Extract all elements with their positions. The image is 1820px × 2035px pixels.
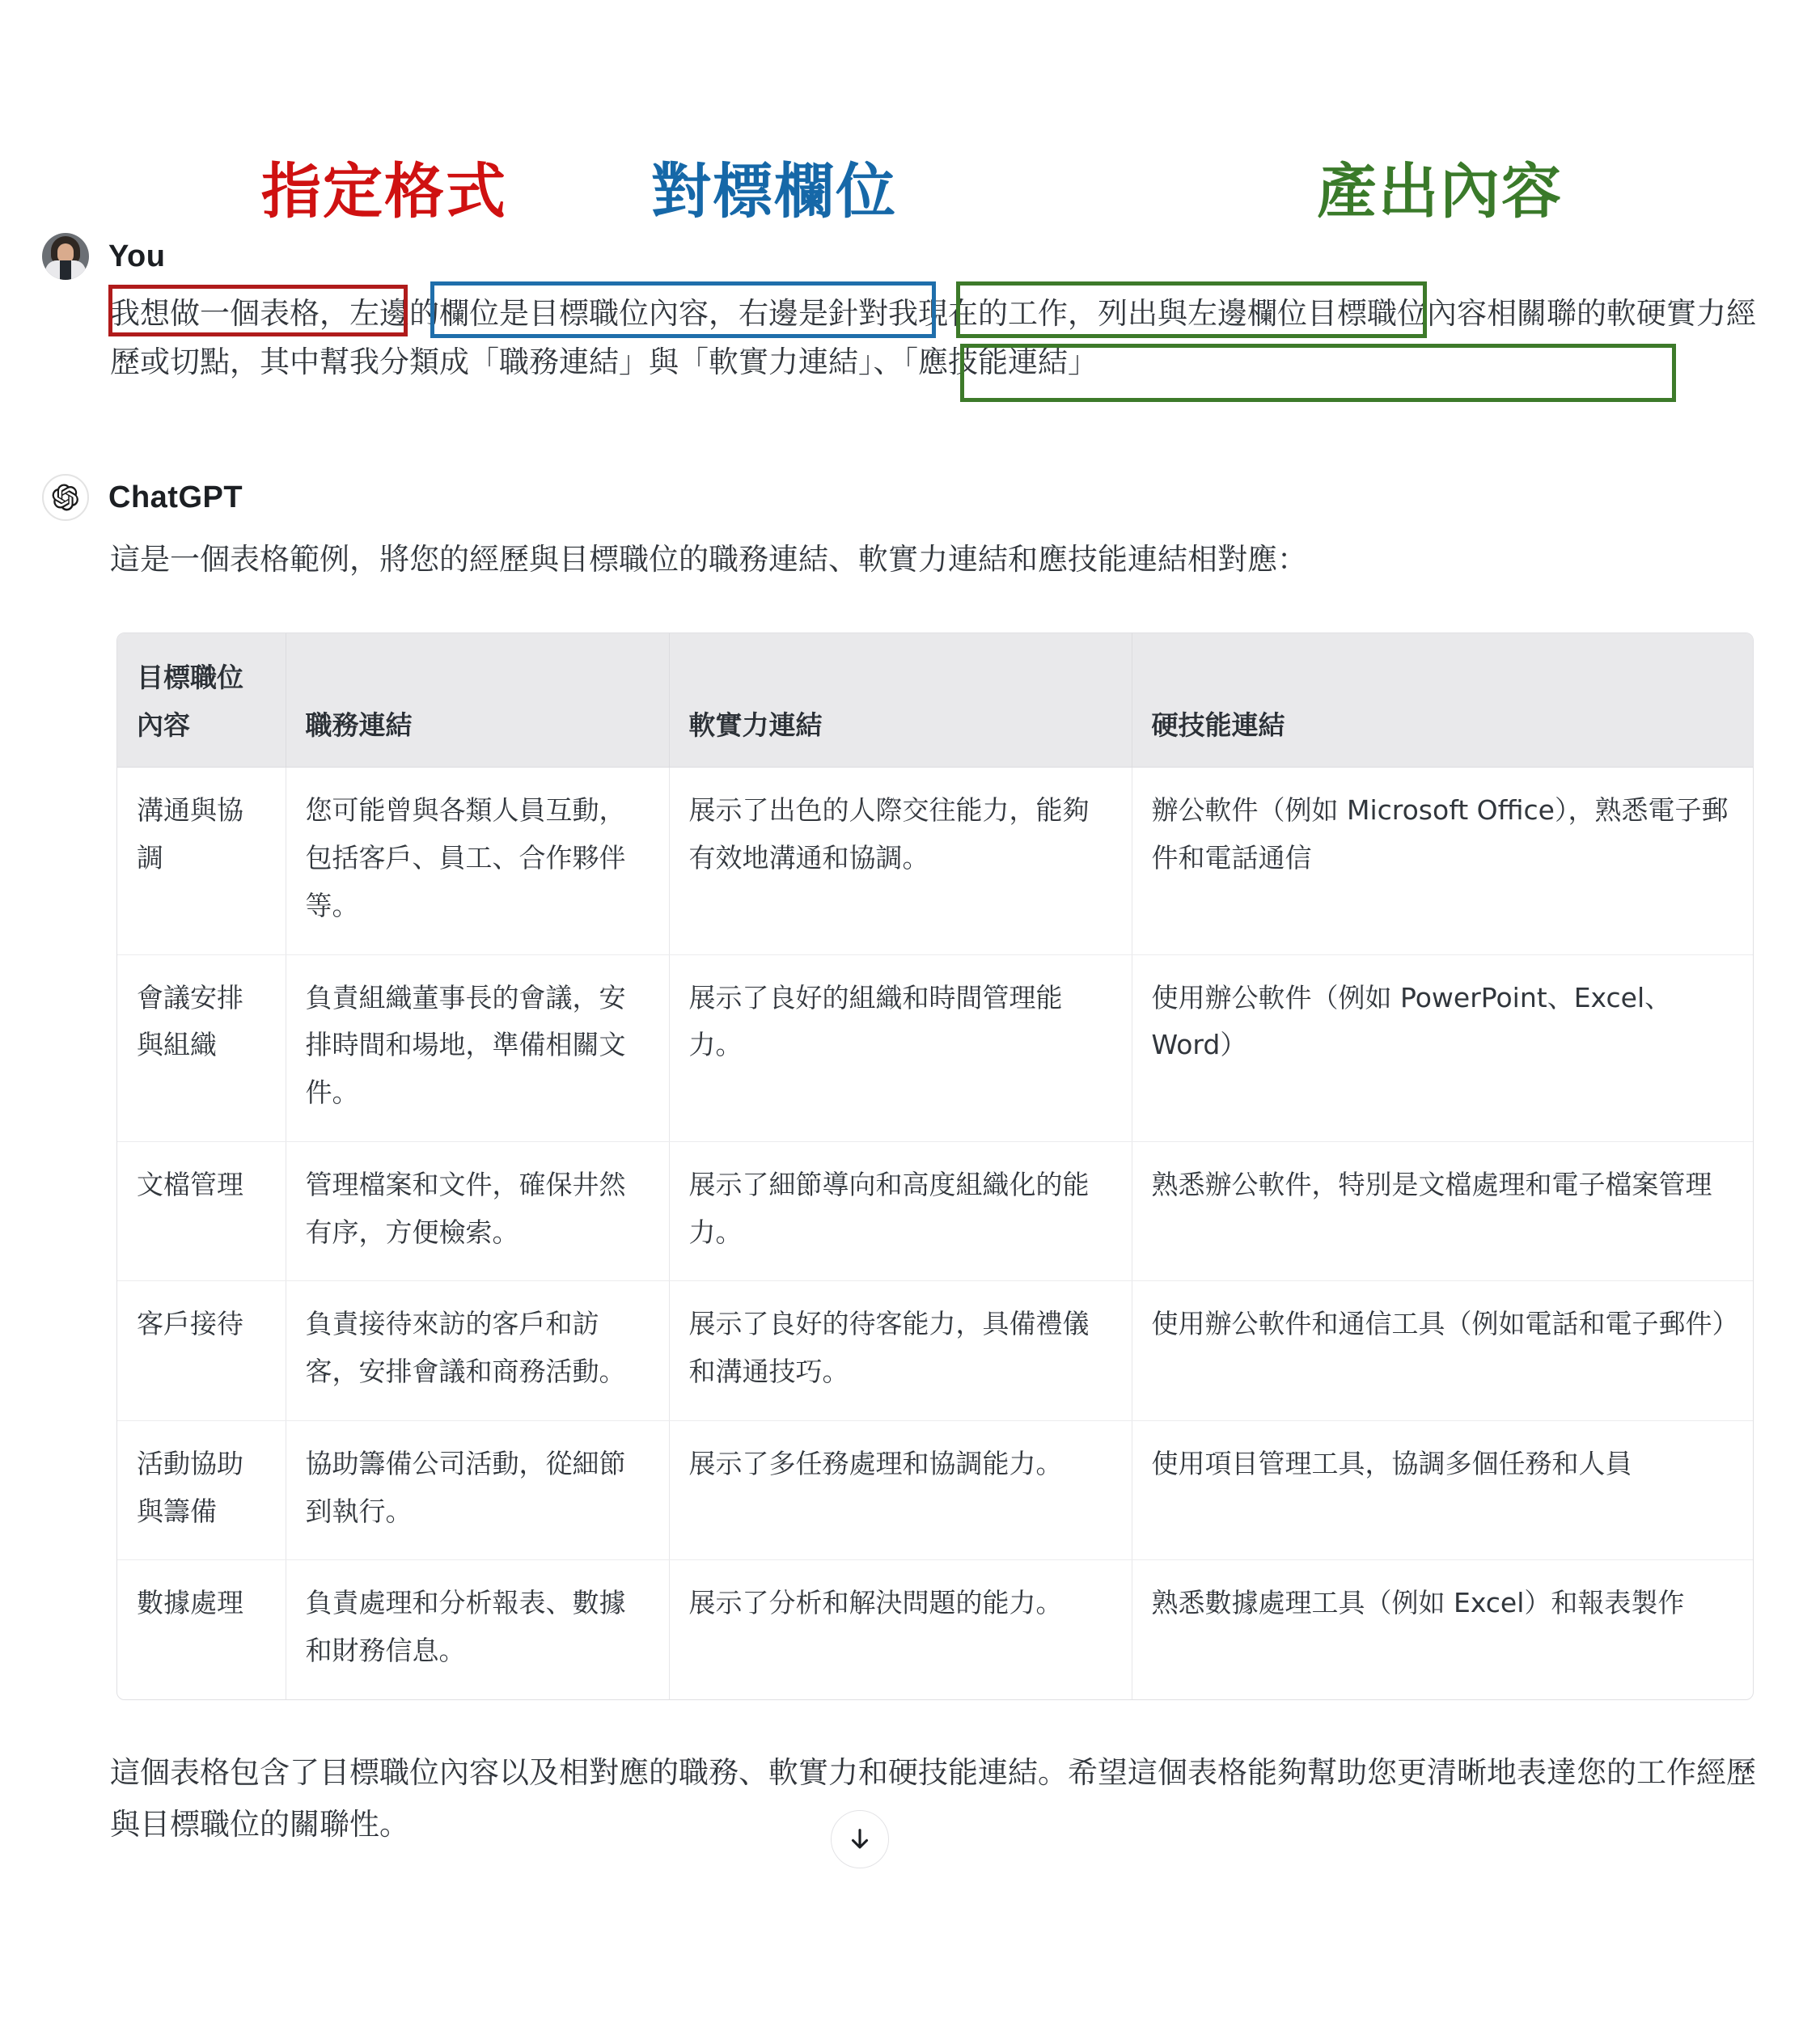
assistant-message-header — [42, 474, 1789, 521]
table-cell: 展示了良好的待客能力，具備禮儀和溝通技巧。 — [669, 1281, 1132, 1420]
table-row — [117, 768, 1754, 954]
table-cell: 熟悉數據處理工具（例如 Excel）和報表製作 — [1151, 1587, 1685, 1619]
table-cell: 負責組織董事長的會議，安排時間和場地，準備相關文件。 — [286, 954, 669, 1141]
table-cell: 使用項目管理工具，協調多個任務和人員 — [1132, 1420, 1754, 1559]
table-header-row — [117, 633, 1754, 768]
assistant-intro-text: 這是一個表格範例，將您的經歷與目標職位的職務連結、軟實力連結和應技能連結相對應： — [110, 542, 1307, 577]
table-header-cell: 硬技能連結 — [1132, 633, 1754, 768]
table-cell: 客戶接待 — [117, 1281, 286, 1420]
table-cell: 會議安排與組織 — [117, 954, 286, 1141]
table-cell: 負責接待來訪的客戶和訪客，安排會議和商務活動。 — [286, 1281, 669, 1420]
table-cell: 管理檔案和文件，確保井然有序，方便檢索。 — [286, 1141, 669, 1280]
table-header-cell: 職務連結 — [286, 633, 669, 768]
table-cell: 展示了出色的人際交往能力，能夠有效地溝通和協調。 — [669, 768, 1132, 954]
table-header-cell: 目標職位內容 — [117, 633, 286, 768]
user-message — [42, 233, 1789, 387]
table-row — [117, 1141, 1754, 1280]
table-cell: 溝通與協調 — [117, 768, 286, 954]
table-cell: 展示了細節導向和高度組織化的能力。 — [669, 1141, 1132, 1280]
table-cell: 展示了良好的組織和時間管理能力。 — [669, 954, 1132, 1141]
user-message-text: 我想做一個表格，左邊的欄位是目標職位內容，右邊是針對我現在的工作，列出與左邊欄位目標職位內容相關聯的軟硬實力經歷或切點，其中幫我分類成「職務連結」與「軟實力連結」、「應技能連結」 — [110, 296, 1756, 379]
assistant-closing-text: 這個表格包含了目標職位內容以及相對應的職務、軟實力和硬技能連結。希望這個表格能夠幫助您更清晰地表達您的工作經歷與目標職位的關聯性。 — [110, 1755, 1756, 1842]
avatar — [42, 233, 89, 280]
annotation-label-format: 指定格式 — [261, 157, 507, 226]
answer-table — [117, 633, 1754, 1699]
table-cell: 數據處理 — [117, 1560, 286, 1699]
openai-logo-icon — [42, 474, 89, 521]
answer-table-wrapper — [116, 632, 1754, 1700]
table-body — [117, 768, 1754, 1699]
annotation-label-column: 對標欄位 — [651, 157, 897, 226]
arrow-down-icon — [846, 1826, 874, 1853]
annotation-headline-band — [0, 154, 1820, 243]
table-row — [117, 1281, 1754, 1420]
table-cell: 熟悉辦公軟件，特別是文檔處理和電子檔案管理 — [1132, 1141, 1754, 1280]
user-author-name: You — [108, 239, 166, 273]
table-cell: 協助籌備公司活動，從細節到執行。 — [286, 1420, 669, 1559]
table-header-cell: 軟實力連結 — [669, 633, 1132, 768]
table-cell: 文檔管理 — [117, 1141, 286, 1280]
table-cell: 使用辦公軟件和通信工具（例如電話和電子郵件） — [1132, 1281, 1754, 1420]
table-cell: 負責處理和分析報表、數據和財務信息。 — [286, 1560, 669, 1699]
assistant-message — [42, 474, 1789, 584]
assistant-author-name: ChatGPT — [108, 480, 243, 514]
table-cell: 活動協助與籌備 — [117, 1420, 286, 1559]
table-cell: 展示了多任務處理和協調能力。 — [669, 1420, 1132, 1559]
table-row — [117, 1420, 1754, 1559]
table-row — [117, 1560, 1754, 1699]
table-cell: 使用辦公軟件（例如 PowerPoint、Excel、Word） — [1132, 954, 1754, 1141]
table-cell: 您可能曾與各類人員互動，包括客戶、員工、合作夥伴等。 — [286, 768, 669, 954]
annotation-label-output: 產出內容 — [1317, 157, 1563, 226]
table-row — [117, 954, 1754, 1141]
table-cell: 辦公軟件（例如 Microsoft Office），熟悉電子郵件和電話通信 — [1132, 768, 1754, 954]
user-message-header — [42, 233, 1789, 280]
scroll-to-bottom-button[interactable] — [831, 1810, 889, 1868]
table-cell: 展示了分析和解決問題的能力。 — [669, 1560, 1132, 1699]
